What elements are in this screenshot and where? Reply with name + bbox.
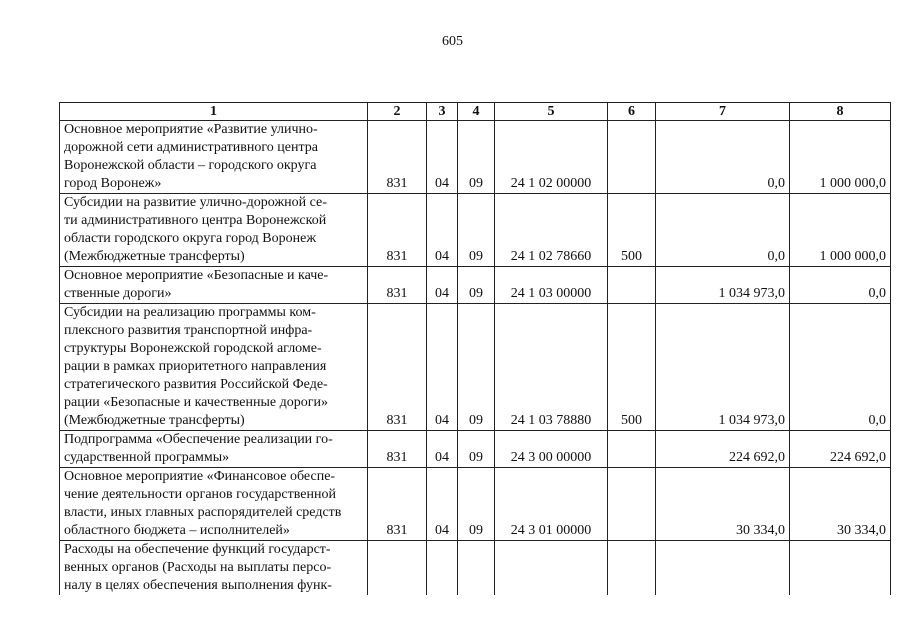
target-article-cell: 24 1 02 78660 [495, 194, 608, 267]
section-code-cell: 04 [427, 267, 458, 304]
ministry-code-cell: 831 [368, 431, 427, 468]
target-article-cell: 24 3 00 00000 [495, 431, 608, 468]
table-row [60, 431, 891, 468]
row-name-line: венных органов (Расходы на выплаты персо- [64, 560, 332, 575]
header-col-7: 7 [656, 103, 790, 121]
ministry-code-cell: 831 [368, 468, 427, 541]
subsection-code-cell [458, 541, 495, 596]
row-name-line: ти административного центра Воронежской [64, 213, 327, 228]
expense-type-cell: 500 [608, 194, 656, 267]
amount-col7-cell: 0,0 [656, 121, 790, 194]
row-name-line: рации «Безопасные и качественные дороги» [64, 395, 328, 410]
page-number: 605 [442, 34, 463, 49]
row-name-cell [60, 194, 368, 267]
expense-type-cell [608, 121, 656, 194]
section-code-cell: 04 [427, 194, 458, 267]
row-name-line: ственные дороги» [64, 286, 172, 301]
header-col-4: 4 [458, 103, 495, 121]
ministry-code-cell: 831 [368, 194, 427, 267]
target-article-cell: 24 1 03 78880 [495, 304, 608, 431]
expense-type-cell [608, 431, 656, 468]
ministry-code-cell [368, 541, 427, 596]
row-name-cell [60, 431, 368, 468]
expense-type-cell [608, 468, 656, 541]
header-col-6: 6 [608, 103, 656, 121]
header-col-8: 8 [790, 103, 891, 121]
section-code-cell: 04 [427, 431, 458, 468]
expense-type-cell: 500 [608, 304, 656, 431]
row-name-line: город Воронеж» [64, 176, 162, 191]
row-name-line: Основное мероприятие «Безопасные и каче- [64, 268, 329, 283]
row-name-line: структуры Воронежской городской агломе- [64, 341, 322, 356]
header-row [60, 103, 891, 121]
row-name-line: Субсидии на развитие улично-дорожной се- [64, 195, 327, 210]
row-name-line: Основное мероприятие «Развитие улично- [64, 122, 318, 137]
amount-col8-cell: 1 000 000,0 [790, 194, 891, 267]
amount-col8-cell: 0,0 [790, 267, 891, 304]
amount-col7-cell [656, 541, 790, 596]
subsection-code-cell: 09 [458, 121, 495, 194]
row-name-line: областного бюджета – исполнителей» [64, 523, 290, 538]
row-name-line: Субсидии на реализацию программы ком- [64, 305, 316, 320]
row-name-line: Расходы на обеспечение функций государст- [64, 542, 331, 557]
table-row [60, 468, 891, 541]
table-row [60, 267, 891, 304]
row-name-line: сударственной программы» [64, 450, 230, 465]
row-name-line: дорожной сети административного центра [64, 140, 318, 155]
amount-col8-cell: 1 000 000,0 [790, 121, 891, 194]
amount-col8-cell [790, 541, 891, 596]
amount-col7-cell: 1 034 973,0 [656, 267, 790, 304]
target-article-cell: 24 1 03 00000 [495, 267, 608, 304]
header-col-5: 5 [495, 103, 608, 121]
row-name-line: рации в рамках приоритетного направления [64, 359, 327, 374]
row-name-cell [60, 468, 368, 541]
table-row [60, 541, 891, 596]
table-row [60, 121, 891, 194]
row-name-line: Подпрограмма «Обеспечение реализации го- [64, 432, 333, 447]
row-name-cell [60, 541, 368, 596]
amount-col7-cell: 1 034 973,0 [656, 304, 790, 431]
target-article-cell: 24 1 02 00000 [495, 121, 608, 194]
section-code-cell: 04 [427, 304, 458, 431]
subsection-code-cell: 09 [458, 267, 495, 304]
target-article-cell [495, 541, 608, 596]
header-col-2: 2 [368, 103, 427, 121]
table-row [60, 304, 891, 431]
amount-col8-cell: 224 692,0 [790, 431, 891, 468]
section-code-cell: 04 [427, 121, 458, 194]
section-code-cell [427, 541, 458, 596]
row-name-cell [60, 304, 368, 431]
amount-col8-cell: 30 334,0 [790, 468, 891, 541]
expense-type-cell [608, 541, 656, 596]
amount-col7-cell: 0,0 [656, 194, 790, 267]
section-code-cell: 04 [427, 468, 458, 541]
subsection-code-cell: 09 [458, 304, 495, 431]
row-name-line: власти, иных главных распорядителей средств [64, 505, 342, 520]
row-name-cell [60, 121, 368, 194]
row-name-cell [60, 267, 368, 304]
table-row [60, 194, 891, 267]
amount-col7-cell: 30 334,0 [656, 468, 790, 541]
row-name-line: стратегического развития Российской Феде- [64, 377, 328, 392]
row-name-line: Воронежской области – городского округа [64, 158, 317, 173]
row-name-line: плексного развития транспортной инфра- [64, 323, 313, 338]
ministry-code-cell: 831 [368, 267, 427, 304]
expense-type-cell [608, 267, 656, 304]
header-col-3: 3 [427, 103, 458, 121]
subsection-code-cell: 09 [458, 194, 495, 267]
row-name-line: (Межбюджетные трансферты) [64, 413, 245, 428]
subsection-code-cell: 09 [458, 431, 495, 468]
row-name-line: области городского округа город Воронеж [64, 231, 317, 246]
amount-col7-cell: 224 692,0 [656, 431, 790, 468]
ministry-code-cell: 831 [368, 121, 427, 194]
row-name-line: налу в целях обеспечения выполнения функ- [64, 578, 332, 593]
subsection-code-cell: 09 [458, 468, 495, 541]
row-name-line: Основное мероприятие «Финансовое обеспе- [64, 469, 336, 484]
header-col-1: 1 [60, 103, 368, 121]
target-article-cell: 24 3 01 00000 [495, 468, 608, 541]
budget-table [59, 102, 891, 595]
ministry-code-cell: 831 [368, 304, 427, 431]
row-name-line: (Межбюджетные трансферты) [64, 249, 245, 264]
amount-col8-cell: 0,0 [790, 304, 891, 431]
row-name-line: чение деятельности органов государственной [64, 487, 336, 502]
